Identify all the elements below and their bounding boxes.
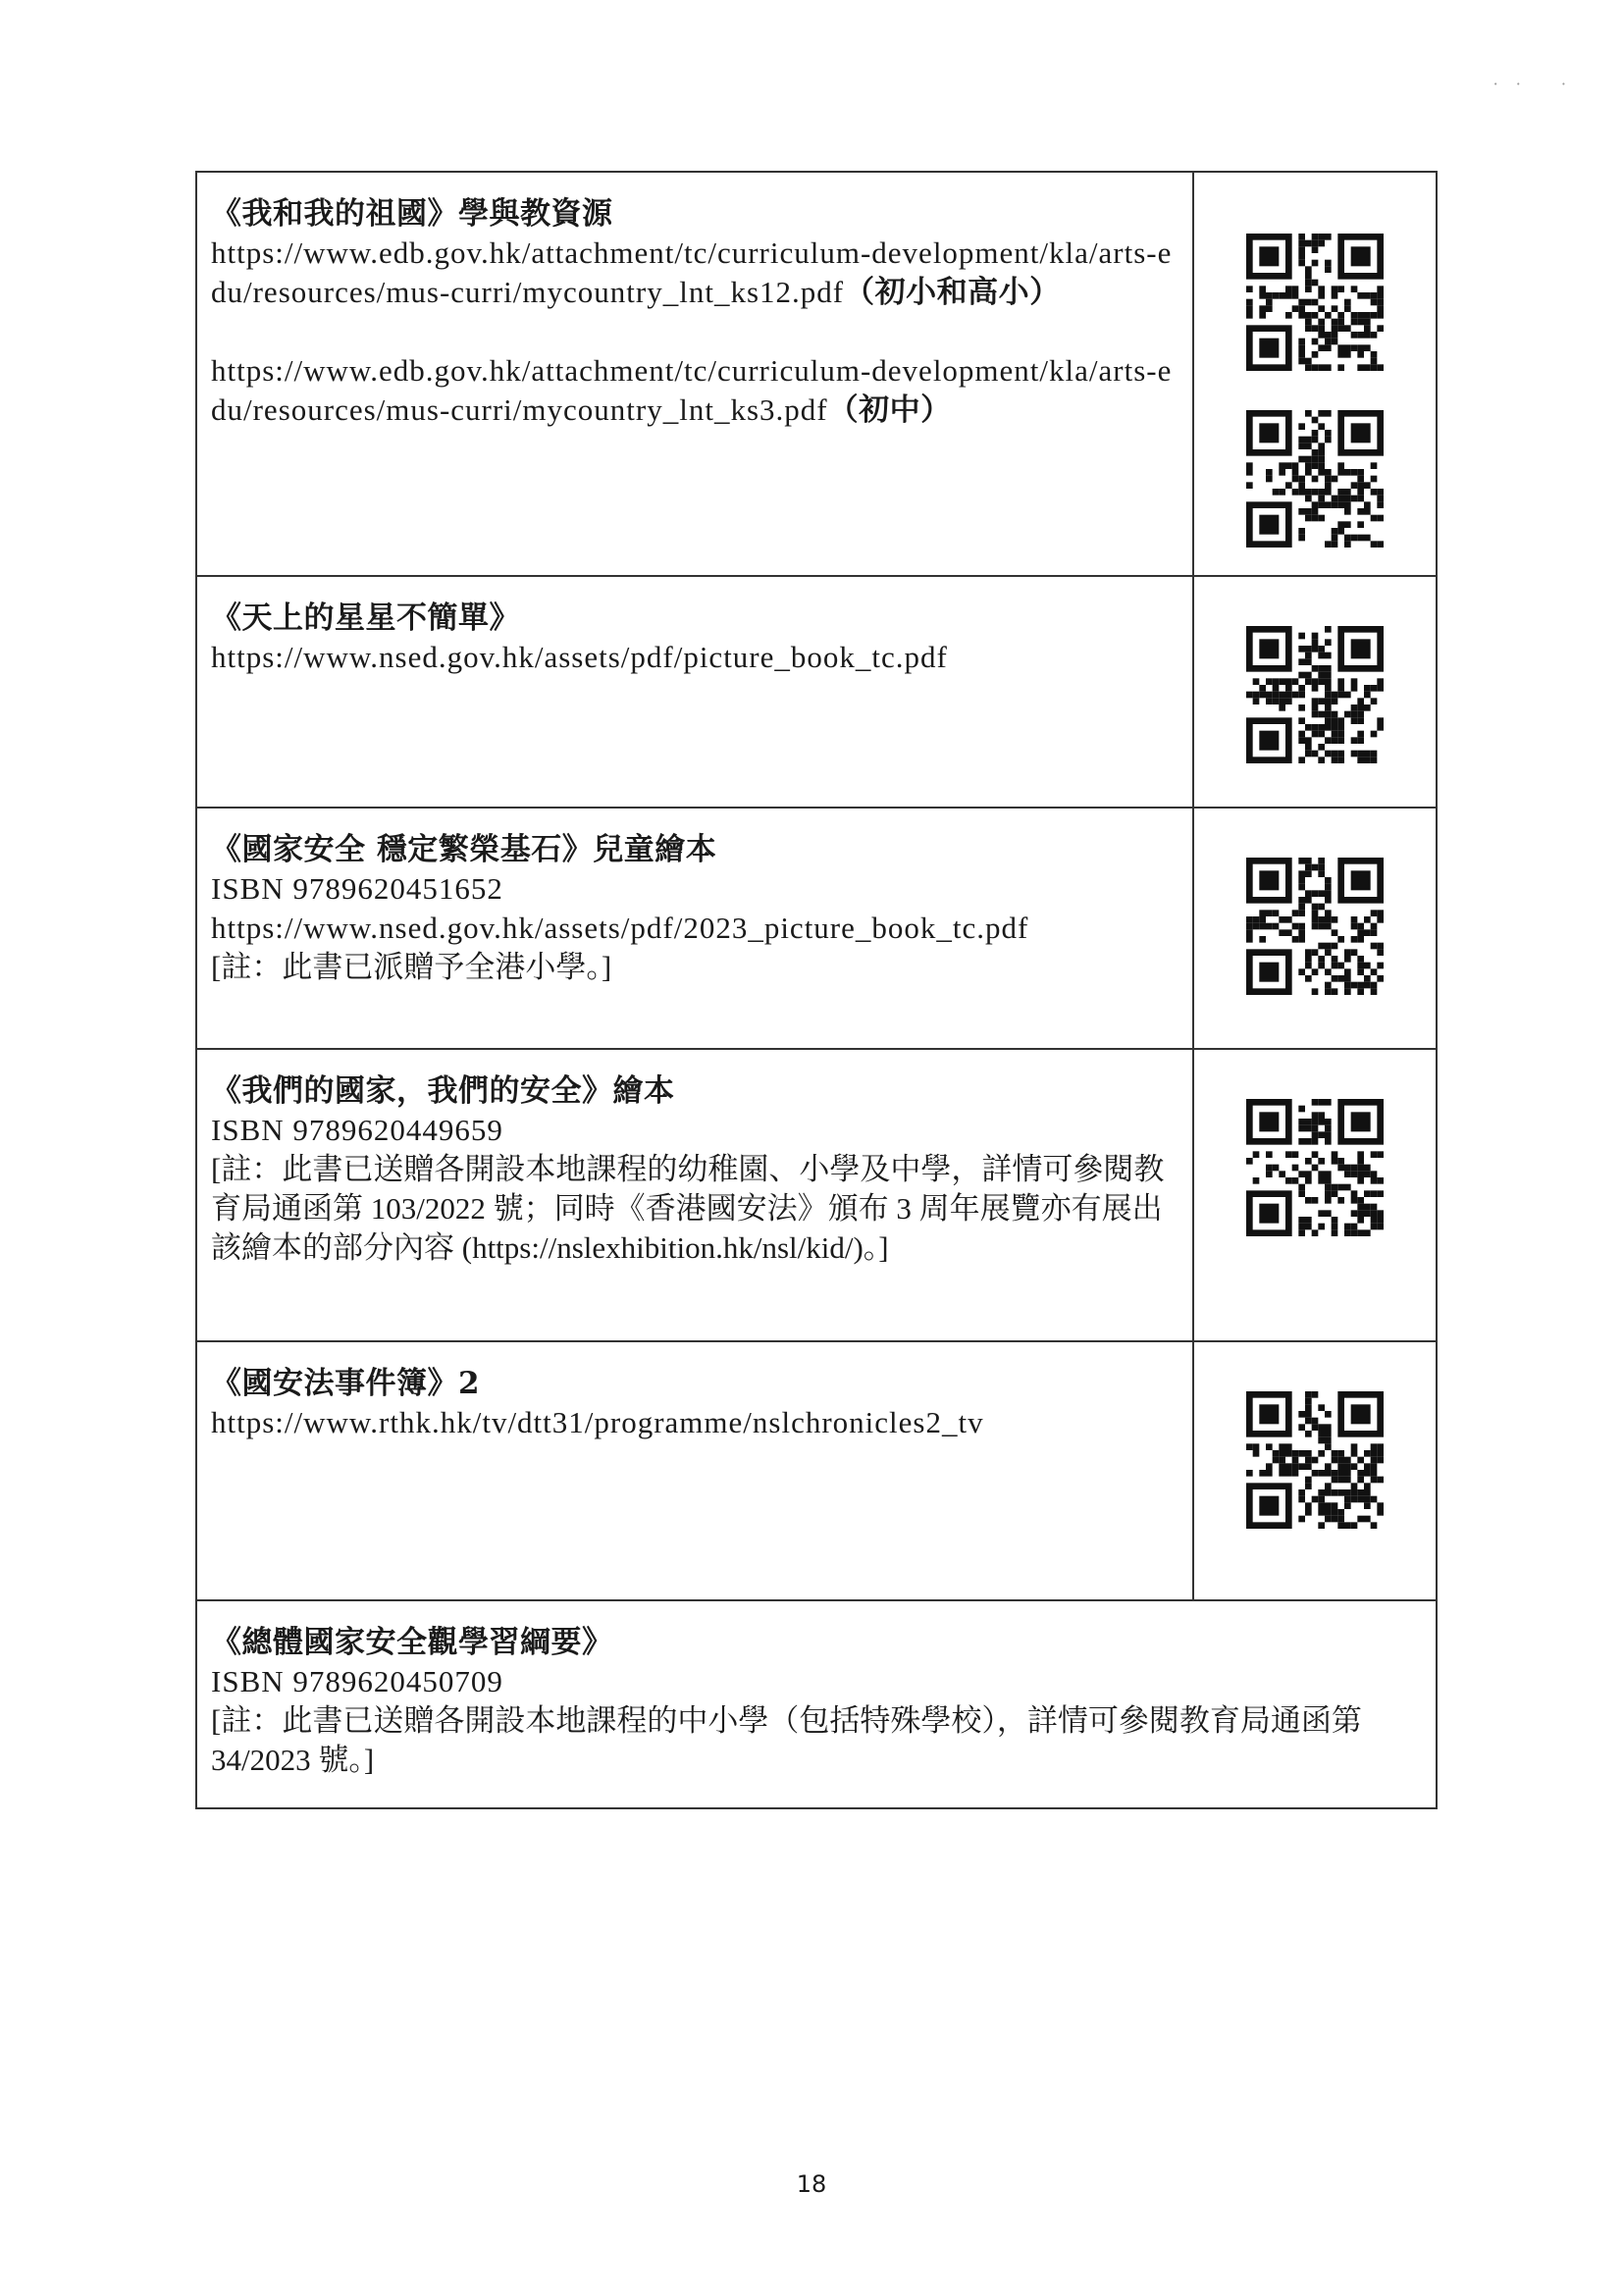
resource-cell [196,1341,1193,1600]
qr-cell [1193,172,1437,576]
resource-title: 《總體國家安全觀學習綱要》 [211,1625,613,1660]
qr-code-icon[interactable] [1246,1099,1384,1236]
qr-code-icon[interactable] [1246,626,1384,763]
table-row [196,1049,1437,1341]
qr-cell [1193,576,1437,808]
resource-cell [196,172,1193,576]
qr-code-icon[interactable] [1246,234,1384,371]
resource-note: [註：此書已送贈各開設本地課程的幼稚園、小學及中學，詳情可參閱教育局通函第 103/2022 號；同時《香港國安法》頒布 3 周年展覽亦有展出該繪本的部分內容 (https://nslexhibition.hk/nsl/kid/)。] [211,1152,1165,1265]
resource-title: 《我和我的祖國》學與教資源 [211,196,613,232]
resource-link[interactable]: https://www.edb.gov.hk/attachment/tc/curriculum-development/kla/arts-edu/resources/mus-curri/mycountry_lnt_ks12.pdf（初小和高小） [211,235,1173,309]
table-row [196,576,1437,808]
resource-cell [196,808,1193,1049]
page-number: 18 [796,2170,827,2198]
qr-code-icon[interactable] [1246,858,1384,995]
resource-isbn: ISBN 9789620450709 [211,1664,503,1698]
qr-code-icon[interactable] [1246,410,1384,548]
qr-cell [1193,1341,1437,1600]
qr-cell [1193,808,1437,1049]
resource-link[interactable]: https://www.edb.gov.hk/attachment/tc/curriculum-development/kla/arts-edu/resources/mus-curri/mycountry_lnt_ks3.pdf（初中） [211,353,1173,427]
table-row [196,808,1437,1049]
resource-link[interactable]: https://www.rthk.hk/tv/dtt31/programme/nslchronicles2_tv [211,1405,984,1439]
resource-title: 《國安法事件簿》2 [211,1366,481,1401]
resource-cell [196,1049,1193,1341]
resource-title: 《國家安全 穩定繁榮基石》兒童繪本 [211,832,717,867]
resource-title: 《我們的國家，我們的安全》繪本 [211,1073,675,1109]
resource-title: 《天上的星星不簡單》 [211,600,520,636]
resource-isbn: ISBN 9789620451652 [211,871,503,906]
resource-note: [註：此書已派贈予全港小學。] [211,950,612,984]
qr-cell [1193,1049,1437,1341]
qr-code-icon[interactable] [1246,1391,1384,1529]
resource-table [195,171,1438,1809]
resource-isbn: ISBN 9789620449659 [211,1113,503,1147]
table-row [196,172,1437,576]
scan-mark: ·· · [1492,75,1584,93]
resource-note: [註：此書已送贈各開設本地課程的中小學（包括特殊學校），詳情可參閱教育局通函第 34/2023 號。] [211,1703,1362,1777]
resource-link[interactable]: https://www.nsed.gov.hk/assets/pdf/2023_picture_book_tc.pdf [211,911,1029,945]
table-row [196,1600,1437,1808]
table-row [196,1341,1437,1600]
resource-cell [196,1600,1437,1808]
resource-link[interactable]: https://www.nsed.gov.hk/assets/pdf/picture_book_tc.pdf [211,640,948,674]
resource-cell [196,576,1193,808]
